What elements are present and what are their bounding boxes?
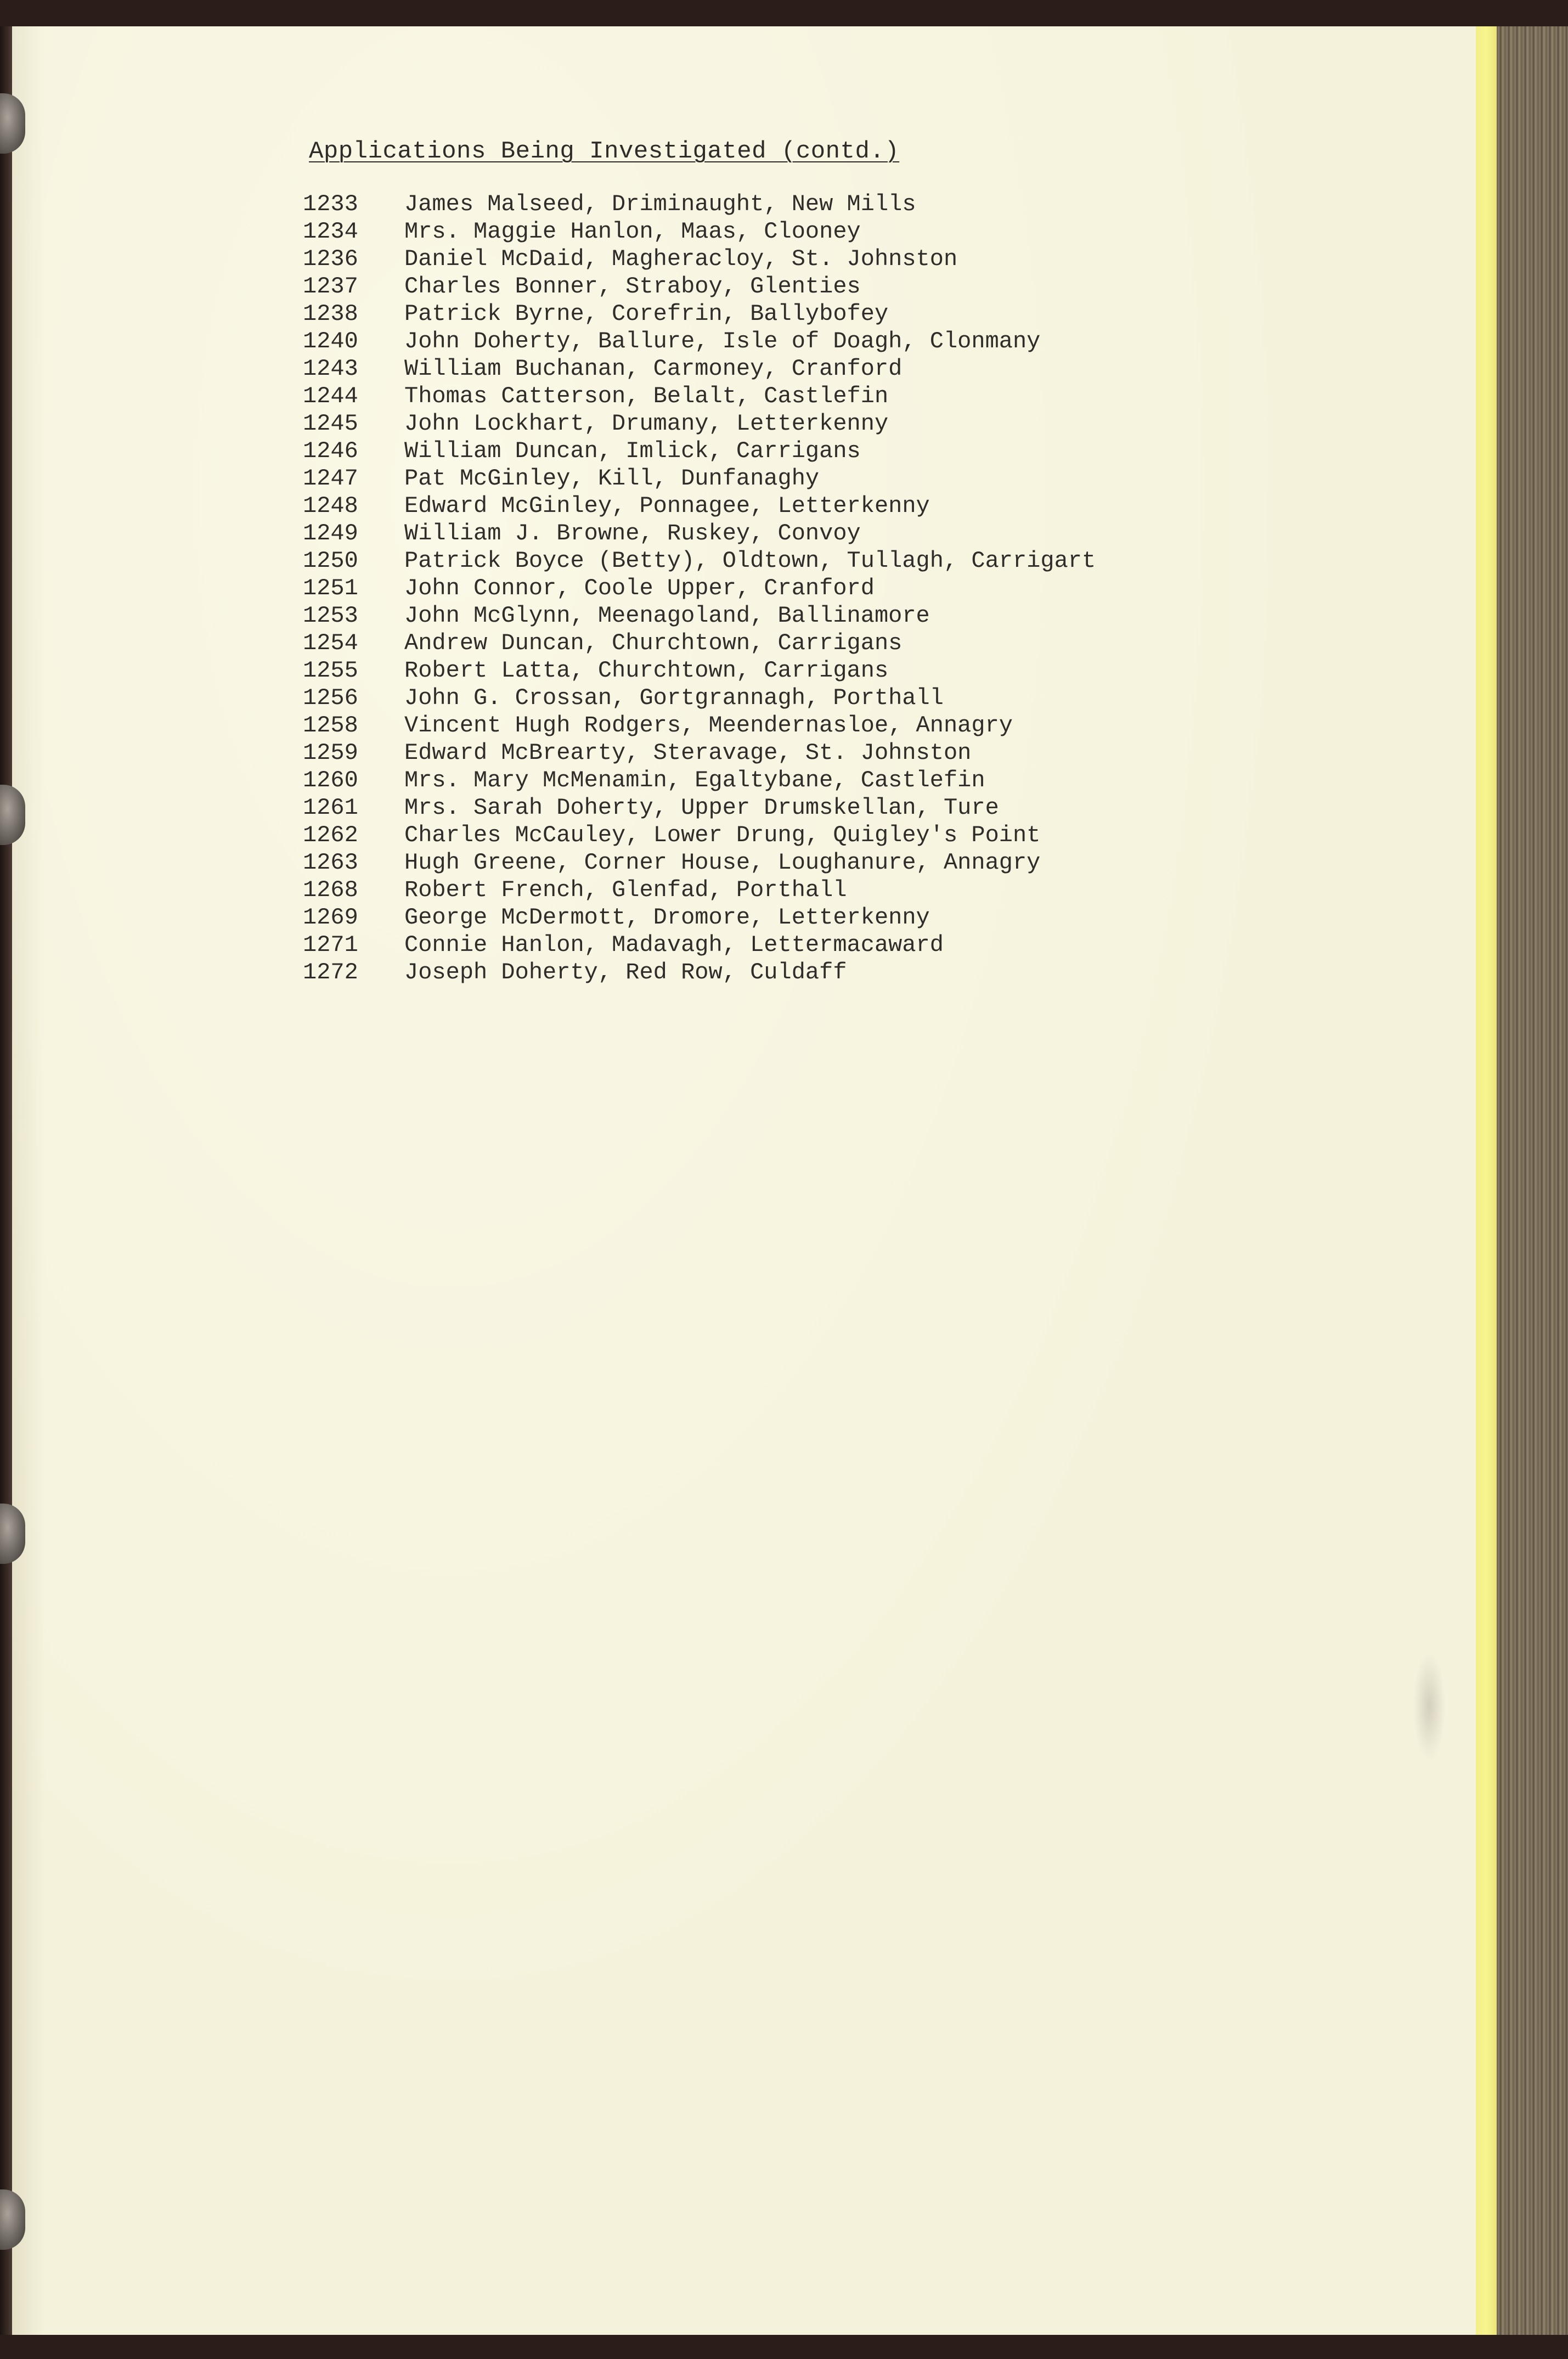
- page-stack-edge: [1497, 26, 1568, 2359]
- binder-top-edge: [0, 0, 1568, 26]
- entry-number: 1269: [303, 904, 358, 931]
- list-item: [303, 821, 1096, 849]
- list-item: [303, 520, 1096, 547]
- yellow-tab-strip: [1476, 26, 1497, 2359]
- entry-number: 1258: [303, 712, 358, 739]
- list-item: [303, 794, 1096, 821]
- entry-number: 1255: [303, 657, 358, 684]
- entry-number: 1261: [303, 795, 358, 821]
- entry-text: Pat McGinley, Kill, Dunfanaghy: [404, 465, 820, 492]
- entry-text: John G. Crossan, Gortgrannagh, Porthall: [404, 685, 944, 711]
- list-item: [303, 437, 1096, 465]
- entry-text: Hugh Greene, Corner House, Loughanure, Annagry: [404, 849, 1041, 876]
- entry-text: Robert Latta, Churchtown, Carrigans: [404, 657, 889, 684]
- entry-number: 1233: [303, 191, 358, 217]
- entry-text: John Lockhart, Drumany, Letterkenny: [404, 410, 889, 437]
- list-item: [303, 876, 1096, 904]
- entry-number: 1249: [303, 520, 358, 547]
- list-item: [303, 300, 1096, 328]
- entry-text: Andrew Duncan, Churchtown, Carrigans: [404, 630, 903, 656]
- entry-text: Connie Hanlon, Madavagh, Lettermacaward: [404, 932, 944, 958]
- page-heading: Applications Being Investigated (contd.): [309, 138, 900, 165]
- entry-text: John Connor, Coole Upper, Cranford: [404, 575, 875, 601]
- list-item: [303, 575, 1096, 602]
- entry-text: Daniel McDaid, Magheracloy, St. Johnston: [404, 246, 958, 272]
- entry-text: George McDermott, Dromore, Letterkenny: [404, 904, 930, 931]
- entry-number: 1259: [303, 740, 358, 766]
- list-item: [303, 465, 1096, 492]
- entry-number: 1248: [303, 493, 358, 519]
- entry-number: 1260: [303, 767, 358, 793]
- list-item: [303, 904, 1096, 931]
- entry-text: Mrs. Mary McMenamin, Egaltybane, Castlefin: [404, 767, 985, 793]
- binder-bottom-edge: [0, 2335, 1568, 2359]
- list-item: [303, 410, 1096, 437]
- list-item: [303, 629, 1096, 657]
- list-item: [303, 492, 1096, 520]
- entry-number: 1254: [303, 630, 358, 656]
- list-item: [303, 657, 1096, 684]
- entry-number: 1243: [303, 356, 358, 382]
- list-item: [303, 328, 1096, 355]
- list-item: [303, 273, 1096, 300]
- entry-number: 1263: [303, 849, 358, 876]
- list-item: [303, 602, 1096, 629]
- list-item: [303, 931, 1096, 959]
- list-item: [303, 739, 1096, 767]
- list-item: [303, 245, 1096, 273]
- list-item: [303, 355, 1096, 382]
- entry-number: 1240: [303, 328, 358, 354]
- entry-text: Patrick Boyce (Betty), Oldtown, Tullagh, Carrigart: [404, 548, 1096, 574]
- entry-number: 1246: [303, 438, 358, 464]
- entry-number: 1272: [303, 959, 358, 986]
- list-item: [303, 190, 1096, 218]
- entry-text: Charles Bonner, Straboy, Glenties: [404, 273, 861, 300]
- list-item: [303, 767, 1096, 794]
- entry-text: William Buchanan, Carmoney, Cranford: [404, 356, 903, 382]
- entry-text: James Malseed, Driminaught, New Mills: [404, 191, 916, 217]
- binder-left-edge: [0, 26, 12, 2359]
- entry-number: 1245: [303, 410, 358, 437]
- entry-number: 1238: [303, 301, 358, 327]
- list-item: [303, 959, 1096, 986]
- entry-text: Mrs. Maggie Hanlon, Maas, Clooney: [404, 218, 861, 245]
- entry-number: 1237: [303, 273, 358, 300]
- entry-number: 1268: [303, 877, 358, 903]
- list-item: [303, 712, 1096, 739]
- entry-text: William Duncan, Imlick, Carrigans: [404, 438, 861, 464]
- entry-text: Thomas Catterson, Belalt, Castlefin: [404, 383, 889, 409]
- entry-number: 1262: [303, 822, 358, 848]
- entry-number: 1256: [303, 685, 358, 711]
- list-item: [303, 547, 1096, 575]
- entry-number: 1236: [303, 246, 358, 272]
- entry-number: 1250: [303, 548, 358, 574]
- entry-text: Patrick Byrne, Corefrin, Ballybofey: [404, 301, 889, 327]
- entry-text: Edward McGinley, Ponnagee, Letterkenny: [404, 493, 930, 519]
- entry-text: Robert French, Glenfad, Porthall: [404, 877, 847, 903]
- entry-text: Joseph Doherty, Red Row, Culdaff: [404, 959, 847, 986]
- application-list: [303, 190, 1096, 986]
- page-stain: [1413, 1652, 1446, 1761]
- entry-text: Vincent Hugh Rodgers, Meendernasloe, Annagry: [404, 712, 1013, 739]
- entry-text: John Doherty, Ballure, Isle of Doagh, Clonmany: [404, 328, 1041, 354]
- list-item: [303, 849, 1096, 876]
- list-item: [303, 218, 1096, 245]
- entry-text: Edward McBrearty, Steravage, St. Johnston: [404, 740, 972, 766]
- list-item: [303, 684, 1096, 712]
- entry-number: 1234: [303, 218, 358, 245]
- list-item: [303, 382, 1096, 410]
- entry-text: Mrs. Sarah Doherty, Upper Drumskellan, Ture: [404, 795, 999, 821]
- entry-text: John McGlynn, Meenagoland, Ballinamore: [404, 603, 930, 629]
- entry-number: 1253: [303, 603, 358, 629]
- entry-number: 1271: [303, 932, 358, 958]
- entry-text: William J. Browne, Ruskey, Convoy: [404, 520, 861, 547]
- entry-text: Charles McCauley, Lower Drung, Quigley's Point: [404, 822, 1041, 848]
- entry-number: 1244: [303, 383, 358, 409]
- entry-number: 1247: [303, 465, 358, 492]
- entry-number: 1251: [303, 575, 358, 601]
